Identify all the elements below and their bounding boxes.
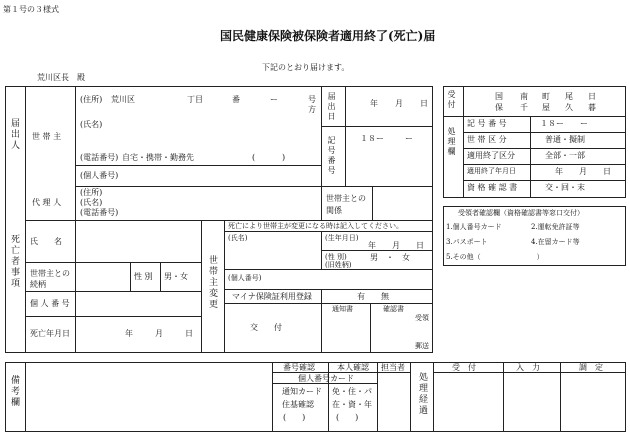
license-opts[interactable]: 免・住・パ	[332, 387, 372, 396]
householder-label: 世 帯 主	[32, 132, 62, 141]
death-year[interactable]: 年	[125, 329, 133, 338]
deceased-section-label: 死亡者事項	[9, 234, 19, 289]
notifier-section-label: 届出人	[9, 118, 19, 151]
office-row-household-value[interactable]: 普通・擬制	[545, 135, 585, 144]
agent-name-label[interactable]: (氏名)	[80, 198, 103, 207]
addressee: 荒川区長 殿	[37, 73, 85, 82]
address-kata: 方	[308, 105, 316, 114]
id-item-2[interactable]: 2.運転免許証等	[531, 223, 580, 231]
agent-phone-label[interactable]: (電話番号)	[80, 208, 119, 217]
address-ban: 番	[232, 95, 240, 104]
name-label[interactable]: (氏名)	[80, 120, 103, 129]
date-day[interactable]: 日	[420, 99, 428, 108]
address-label: (住所)	[80, 95, 103, 104]
self-confirm: 本人確認	[337, 363, 369, 372]
place2-5[interactable]: 暮	[588, 103, 596, 112]
mynumber-label: マイナ保険証利用登録	[232, 292, 312, 301]
change-notice: 死亡により世帯主が変更になる時は記入してください。	[228, 222, 403, 230]
change-month[interactable]: 月	[392, 241, 400, 250]
id-check-title: 受領者確認欄（資格確認書等窓口交付）	[458, 209, 584, 217]
date-label: 届出日	[327, 92, 336, 122]
code-dash: ー	[405, 134, 413, 143]
relation-label: 世帯主との関係	[326, 194, 366, 215]
office-processing-label: 処理欄	[447, 127, 456, 157]
remarks-label: 備考欄	[9, 375, 19, 408]
notice-card[interactable]: 通知カード	[282, 387, 322, 396]
place2-3[interactable]: 屋	[542, 103, 550, 112]
staff-label: 担当者	[381, 363, 405, 372]
personal-no-label[interactable]: (個人番号)	[80, 171, 119, 180]
office-row-code-label: 記 号 番 号	[467, 119, 507, 128]
change-day[interactable]: 日	[416, 241, 424, 250]
id-item-1[interactable]: 1.個人番号カード	[446, 223, 502, 231]
office-row-cert-label: 資 格 確 認 書	[467, 183, 518, 192]
paren-right[interactable]: ( )	[336, 413, 359, 422]
intro-text: 下記のとおり届けます。	[262, 63, 350, 72]
agent-address-label[interactable]: (住所)	[80, 188, 103, 197]
id-item-3[interactable]: 3.パスポート	[446, 238, 488, 246]
office-row-end-type-label: 適用終了区分	[467, 151, 515, 160]
deceased-personal-no: 個 人 番 号	[30, 299, 70, 308]
code-prefix[interactable]: １８ー	[360, 134, 384, 143]
place2-1[interactable]: 保	[495, 103, 503, 112]
place-3[interactable]: 町	[542, 92, 550, 101]
footer-check: 調 定	[579, 363, 603, 372]
death-date-label: 死亡年月日	[30, 329, 70, 338]
mynumber-value[interactable]: 有 無	[357, 292, 389, 301]
paren-left[interactable]: ( )	[283, 413, 306, 422]
place2-4[interactable]: 久	[565, 103, 573, 112]
code-label: 記号番号	[327, 136, 336, 176]
death-day[interactable]: 日	[185, 329, 193, 338]
death-month[interactable]: 月	[155, 329, 163, 338]
notice-col: 通知書	[332, 305, 353, 313]
id-item-4[interactable]: 4.在留カード等	[531, 238, 580, 246]
office-row-cert-value[interactable]: 交・回・末	[545, 183, 585, 192]
resident-record[interactable]: 住基確認	[282, 400, 314, 409]
office-row-end-date-value[interactable]: 年 月 日	[555, 167, 611, 176]
phone-label: (電話番号)	[80, 153, 119, 162]
place-2[interactable]: 南	[520, 92, 528, 101]
deceased-relation-label: 世帯主との続柄	[30, 269, 70, 289]
phone-paren-open: (	[252, 153, 256, 162]
change-personal-no[interactable]: (個人番号)	[228, 274, 262, 282]
address-dash: ー	[270, 95, 278, 104]
deceased-gender-value[interactable]: 男・女	[164, 272, 188, 281]
processing-label: 処理経過	[417, 372, 427, 416]
received[interactable]: 受領	[415, 314, 429, 322]
address-chome: 丁目	[187, 95, 203, 104]
address-value[interactable]: 荒川区	[111, 95, 135, 104]
address-go: 号	[308, 95, 316, 104]
change-section-label: 世帯主変更	[207, 255, 217, 310]
change-name-label[interactable]: (氏名)	[228, 234, 248, 242]
office-row-household-label: 世 帯 区 分	[467, 135, 507, 144]
date-month[interactable]: 月	[395, 99, 403, 108]
deceased-gender-label: 性 別	[134, 272, 153, 281]
phone-options[interactable]: 自宅・携帯・勤務先	[122, 153, 194, 162]
place-1[interactable]: 国	[495, 92, 503, 101]
agent-label: 代 理 人	[32, 198, 62, 207]
mynumber-card[interactable]: 個人番号カード	[298, 374, 354, 383]
confirm-col: 確認書	[383, 305, 404, 313]
office-row-end-date-label: 適用終了年月日	[467, 167, 516, 175]
deceased-name-label: 氏 名	[30, 237, 62, 246]
sent[interactable]: 郵送	[415, 342, 429, 350]
change-old-surname: (旧姓柄)	[325, 261, 352, 269]
office-row-end-type-value[interactable]: 全部・一部	[545, 151, 585, 160]
change-gender-label: (性 別)	[325, 253, 347, 261]
place2-2[interactable]: 千	[520, 103, 528, 112]
change-gender-value[interactable]: 男 ・ 女	[370, 253, 410, 262]
footer-uketsuke: 受 付	[452, 363, 476, 372]
change-birth-label: (生年月日)	[325, 234, 359, 242]
office-row-code-value[interactable]: １８ー ー	[540, 119, 588, 128]
phone-paren-close: )	[282, 153, 286, 162]
form-number: 第１号の３様式	[3, 5, 59, 14]
footer-input: 入 力	[516, 363, 540, 372]
id-confirm: 番号確認	[283, 363, 315, 372]
change-year[interactable]: 年	[368, 241, 376, 250]
residence-opts[interactable]: 在・資・年	[332, 400, 372, 409]
place-4[interactable]: 尾	[565, 92, 573, 101]
place-5[interactable]: 日	[588, 92, 596, 101]
page-title: 国民健康保険被保険者適用終了(死亡)届	[220, 29, 436, 43]
id-item-5[interactable]: 5.その他（ ）	[446, 253, 544, 261]
issue-label: 交 付	[250, 323, 282, 332]
office-uketsuke: 受付	[447, 90, 456, 110]
date-year[interactable]: 年	[370, 99, 378, 108]
